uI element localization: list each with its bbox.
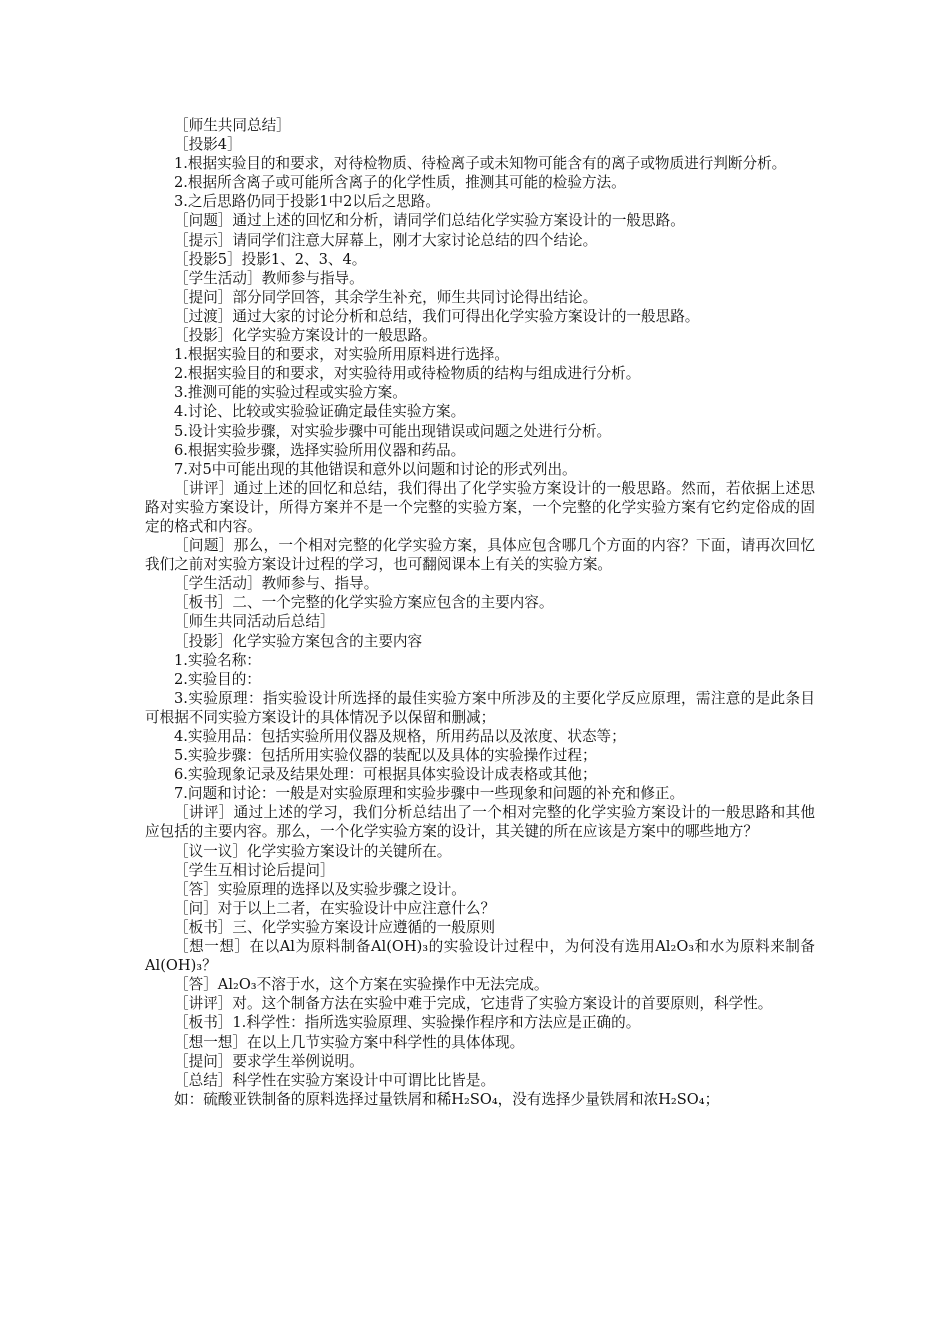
paragraph: ［问题］那么，一个相对完整的化学实验方案，具体应包含哪几个方面的内容？下面，请再次回忆我们之前对实验方案设计过程的学习，也可翻阅课本上有关的实验方案。 <box>145 537 815 574</box>
paragraph: 4.讨论、比较或实验验证确定最佳实验方案。 <box>174 403 466 421</box>
paragraph: 3.推测可能的实验过程或实验方案。 <box>174 384 407 402</box>
paragraph: ［想一想］在以上几节实验方案中科学性的具体体现。 <box>174 1033 525 1051</box>
paragraph: ［板书］二、一个完整的化学实验方案应包含的主要内容。 <box>174 594 554 612</box>
paragraph: 2.根据所含离子或可能所含离子的化学性质，推测其可能的检验方法。 <box>174 174 626 192</box>
paragraph: 7.对5中可能出现的其他错误和意外以问题和讨论的形式列出。 <box>174 460 577 478</box>
paragraph: 6.实验现象记录及结果处理：可根据具体实验设计成表格或其他； <box>174 766 597 784</box>
paragraph: ［投影］化学实验方案设计的一般思路。 <box>174 327 437 345</box>
paragraph: 1.根据实验目的和要求，对待检物质、待检离子或未知物可能含有的离子或物质进行判断分析。 <box>174 155 787 173</box>
paragraph: ［答］Al₂O₃不溶于水，这个方案在实验操作中无法完成。 <box>174 976 549 994</box>
document-body <box>145 116 815 1109</box>
paragraph: ［想一想］在以Al为原料制备Al(OH)₃的实验设计过程中，为何没有选用Al₂O₃和水为原料来制备Al(OH)₃？ <box>145 938 815 975</box>
paragraph: ［讲评］对。这个制备方法在实验中难于完成，它违背了实验方案设计的首要原则，科学性。 <box>174 995 773 1013</box>
paragraph: 7.问题和讨论：一般是对实验原理和实验步骤中一些现象和问题的补充和修正。 <box>174 785 685 803</box>
paragraph: ［师生共同总结］ <box>174 117 291 134</box>
paragraph: ［问题］通过上述的回忆和分析，请同学们总结化学实验方案设计的一般思路。 <box>174 212 685 230</box>
paragraph: ［学生活动］教师参与指导。 <box>174 269 364 287</box>
paragraph: 5.实验步骤：包括所用实验仪器的装配以及具体的实验操作过程； <box>174 747 597 765</box>
paragraph: ［答］实验原理的选择以及实验步骤之设计。 <box>174 880 466 898</box>
paragraph: 3.实验原理：指实验设计所选择的最佳实验方案中所涉及的主要化学反应原理，需注意的是此条目可根据不同实验方案设计的具体情况予以保留和删减； <box>145 689 815 726</box>
paragraph: ［师生共同活动后总结］ <box>174 613 335 631</box>
paragraph: ［讲评］通过上述的回忆和总结，我们得出了化学实验方案设计的一般思路。然而，若依据上述思路对实验方案设计，所得方案并不是一个完整的实验方案，一个完整的化学实验方案有它约定俗成的固定的格式和内容。 <box>145 479 815 535</box>
paragraph: ［讲评］通过上述的学习，我们分析总结出了一个相对完整的化学实验方案设计的一般思路和其他应包括的主要内容。那么，一个化学实验方案的设计，其关键的所在应该是方案中的哪些地方？ <box>145 804 815 841</box>
paragraph: ［学生活动］教师参与、指导。 <box>174 575 379 593</box>
paragraph: ［提问］部分同学回答，其余学生补充，师生共同讨论得出结论。 <box>174 288 598 306</box>
paragraph: ［学生互相讨论后提问］ <box>174 861 335 879</box>
paragraph: 5.设计实验步骤，对实验步骤中可能出现错误或问题之处进行分析。 <box>174 422 612 440</box>
paragraph: ［投影］化学实验方案包含的主要内容 <box>174 632 423 650</box>
paragraph: 6.根据实验步骤，选择实验所用仪器和药品。 <box>174 441 466 459</box>
paragraph: ［总结］科学性在实验方案设计中可谓比比皆是。 <box>174 1071 496 1089</box>
paragraph: ［问］对于以上二者，在实验设计中应注意什么？ <box>174 899 496 917</box>
paragraph: ［提问］要求学生举例说明。 <box>174 1052 364 1070</box>
paragraph: 2.实验目的： <box>174 670 261 688</box>
paragraph: 4.实验用品：包括实验所用仪器及规格，所用药品以及浓度、状态等； <box>174 728 626 745</box>
paragraph: ［投影4］ <box>174 136 242 154</box>
paragraph: ［板书］1.科学性：指所选实验原理、实验操作程序和方法应是正确的。 <box>174 1014 641 1032</box>
paragraph: 1.根据实验目的和要求，对实验所用原料进行选择。 <box>174 346 509 364</box>
paragraph: ［提示］请同学们注意大屏幕上，刚才大家讨论总结的四个结论。 <box>174 231 598 249</box>
paragraph: ［板书］三、化学实验方案设计应遵循的一般原则 <box>174 918 496 936</box>
paragraph: ［过渡］通过大家的讨论分析和总结，我们可得出化学实验方案设计的一般思路。 <box>174 307 700 325</box>
paragraph: 3.之后思路仍同于投影1中2以后之思路。 <box>174 193 440 211</box>
paragraph: 1.实验名称： <box>174 651 261 669</box>
paragraph: ［投影5］投影1、2、3、4。 <box>174 250 367 268</box>
paragraph: ［议一议］化学实验方案设计的关键所在。 <box>174 842 452 860</box>
paragraph: 2.根据实验目的和要求，对实验待用或待检物质的结构与组成进行分析。 <box>174 365 641 383</box>
paragraph: 如：硫酸亚铁制备的原料选择过量铁屑和稀H₂SO₄，没有选择少量铁屑和浓H₂SO₄； <box>174 1090 720 1108</box>
